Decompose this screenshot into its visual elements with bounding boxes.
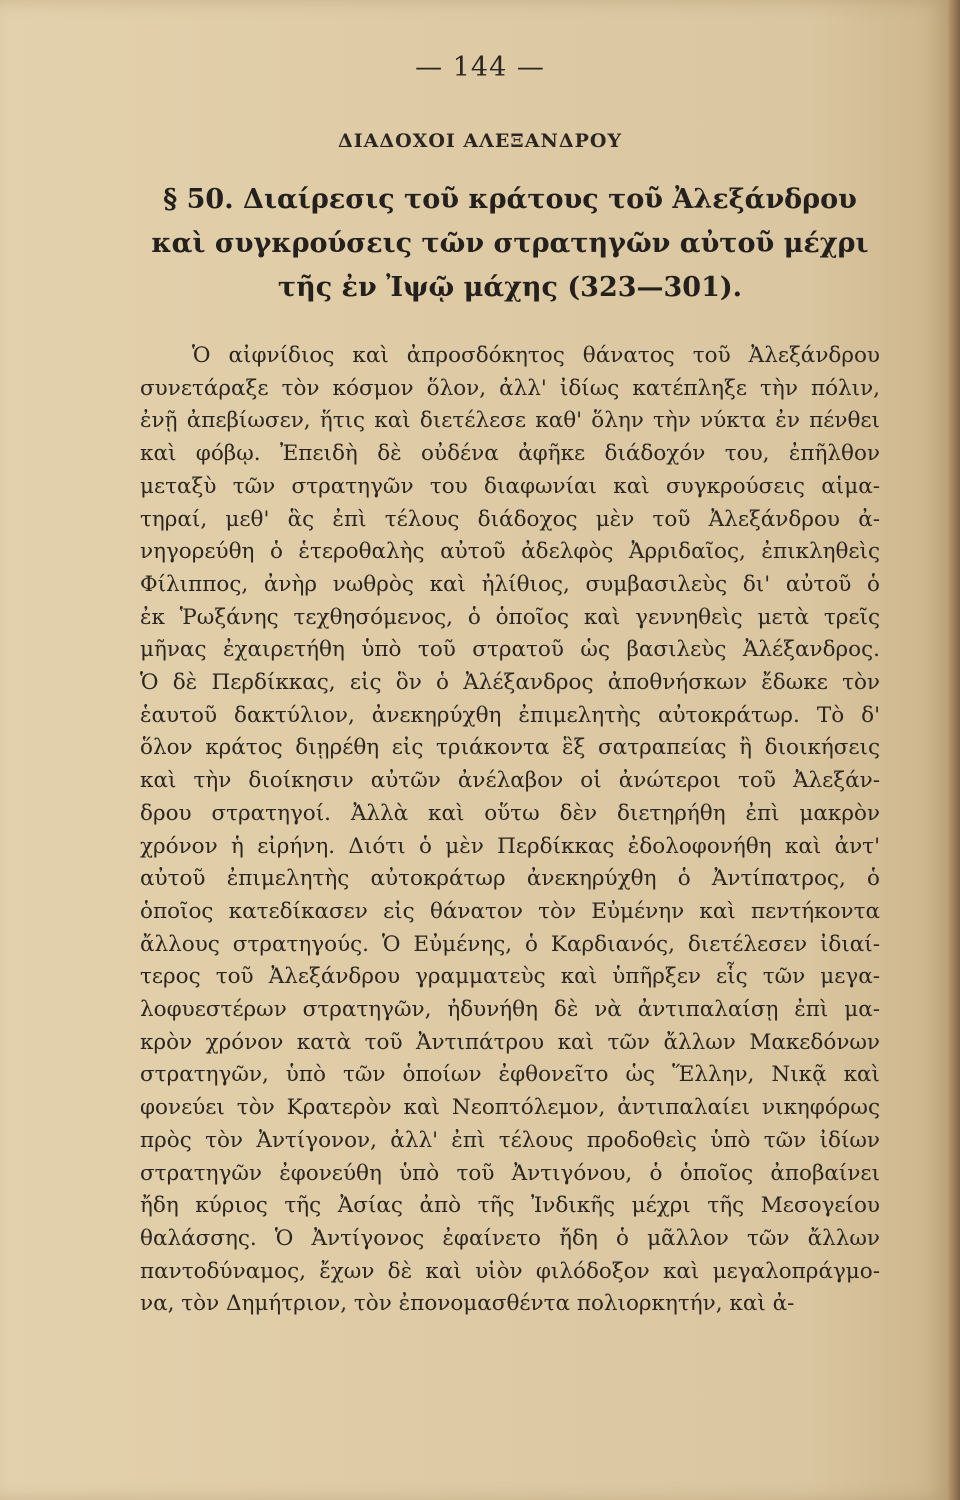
page-edge (948, 0, 960, 1500)
body-line: δρου στρατηγοί. Ἀλλὰ καὶ οὕτω δὲν διετηρήθη ἐπὶ μακρὸν (140, 800, 880, 826)
body-line: ἤδη κύριος τῆς Ἀσίας ἀπὸ τῆς Ἰνδικῆς μέχρι τῆς Μεσογείου (140, 1193, 880, 1219)
body-line: παντοδύναμος, ἔχων δὲ καὶ υἱὸν φιλόδοξον καὶ μεγαλοπράγμο- (140, 1258, 880, 1284)
body-line: ἐνῇ ἀπεβίωσεν, ἥτις καὶ διετέλεσε καθ' ὅλην τὴν νύκτα ἐν πένθει (140, 408, 880, 434)
page-number: — 144 — (415, 52, 545, 83)
running-head: ΔΙΑΔΟΧΟΙ ΑΛΕΞΑΝΔΡΟΥ (337, 130, 623, 152)
body-line: στρατηγῶν, ὑπὸ τῶν ὁποίων ἐφθονεῖτο ὡς Ἕλλην, Νικᾷ καὶ (140, 1062, 880, 1088)
section-heading-line: καὶ συγκρούσεις τῶν στρατηγῶν αὐτοῦ μέχρι (151, 228, 869, 259)
body-line: ἑαυτοῦ δακτύλιον, ἀνεκηρύχθη ἐπιμελητὴς αὐτοκράτωρ. Τὸ δ' (140, 702, 880, 728)
body-line: θαλάσσης. Ὁ Ἀντίγονος ἐφαίνετο ἤδη ὁ μᾶλλον τῶν ἄλλων (140, 1225, 880, 1251)
body-line: φονεύει τὸν Κρατερὸν καὶ Νεοπτόλεμον, ἀντιπαλαίει νικηφόρως (140, 1095, 880, 1121)
body-line: τηραί, μεθ' ἃς ἐπὶ τέλους διάδοχος μὲν τοῦ Ἀλεξάνδρου ἀ- (140, 506, 880, 532)
body-line: ἐκ Ῥωξάνης τεχθησόμενος, ὁ ὁποῖος καὶ γεννηθεὶς μετὰ τρεῖς (140, 604, 880, 630)
body-line: μεταξὺ τῶν στρατηγῶν του διαφωνίαι καὶ συγκρούσεις αἱμα- (140, 473, 880, 499)
body-line: τερος τοῦ Ἀλεξάνδρου γραμματεὺς καὶ ὑπῆρξεν εἷς τῶν μεγα- (140, 964, 880, 990)
section-heading-line: τῆς ἐν Ἰψῷ μάχης (323—301). (277, 272, 743, 303)
body-line: πρὸς τὸν Ἀντίγονον, ἀλλ' ἐπὶ τέλους προδοθεὶς ὑπὸ τῶν ἰδίων (140, 1127, 880, 1153)
body-line: λοφυεστέρων στρατηγῶν, ἠδυνήθη δὲ νὰ ἀντιπαλαίσῃ ἐπὶ μα- (140, 997, 880, 1023)
body-line: καὶ τὴν διοίκησιν αὐτῶν ἀνέλαβον οἱ ἀνώτεροι τοῦ Ἀλεξάν- (140, 768, 880, 794)
body-line: αὐτοῦ ἐπιμελητὴς αὐτοκράτωρ ἀνεκηρύχθη ὁ Ἀντίπατρος, ὁ (140, 866, 880, 892)
section-heading-line: § 50. Διαίρεσις τοῦ κράτους τοῦ Ἀλεξάνδρου (163, 184, 857, 215)
section-heading (140, 178, 880, 310)
body-line: χρόνον ἡ εἰρήνη. Διότι ὁ μὲν Περδίκκας ἐδολοφονήθη καὶ ἀντ' (140, 833, 880, 859)
body-line: νηγορεύθη ὁ ἑτεροθαλὴς αὐτοῦ ἀδελφὸς Ἀρριδαῖος, ἐπικληθεὶς (140, 539, 880, 565)
body-line: Φίλιππος, ἀνὴρ νωθρὸς καὶ ἠλίθιος, συμβασιλεὺς δι' αὐτοῦ ὁ (140, 571, 880, 597)
body-line: καὶ φόβῳ. Ἐπειδὴ δὲ οὐδένα ἀφῆκε διάδοχόν του, ἐπῆλθον (140, 441, 880, 467)
body-line: Ὁ αἰφνίδιος καὶ ἀπροσδόκητος θάνατος τοῦ Ἀλεξάνδρου (192, 343, 880, 368)
body-line: ὅλον κράτος διῃρέθη εἰς τριάκοντα ἓξ σατραπείας ἢ διοικήσεις (140, 735, 880, 761)
body-text (140, 340, 880, 1321)
body-line: να, τὸν Δημήτριον, τὸν ἐπονομασθέντα πολιορκητήν, καὶ ἀ- (140, 1291, 795, 1317)
body-line: κρὸν χρόνον κατὰ τοῦ Ἀντιπάτρου καὶ τῶν ἄλλων Μακεδόνων (140, 1029, 880, 1055)
body-line: στρατηγῶν ἐφονεύθη ὑπὸ τοῦ Ἀντιγόνου, ὁ ὁποῖος ἀποβαίνει (140, 1160, 880, 1186)
body-line: συνετάραξε τὸν κόσμον ὅλον, ἀλλ' ἰδίως κατέπληξε τὴν πόλιν, (140, 375, 880, 401)
body-line: ὁποῖος κατεδίκασεν εἰς θάνατον τὸν Εὐμένην καὶ πεντήκοντα (140, 898, 880, 924)
body-line: μῆνας ἐχαιρετήθη ὑπὸ τοῦ στρατοῦ ὡς βασιλεὺς Ἀλέξανδρος. (140, 637, 880, 663)
body-line: ἄλλους στρατηγούς. Ὁ Εὐμένης, ὁ Καρδιανός, διετέλεσεν ἰδιαί- (140, 931, 880, 957)
body-line: Ὁ δὲ Περδίκκας, εἰς ὃν ὁ Ἀλέξανδρος ἀποθνήσκων ἔδωκε τὸν (140, 670, 880, 696)
